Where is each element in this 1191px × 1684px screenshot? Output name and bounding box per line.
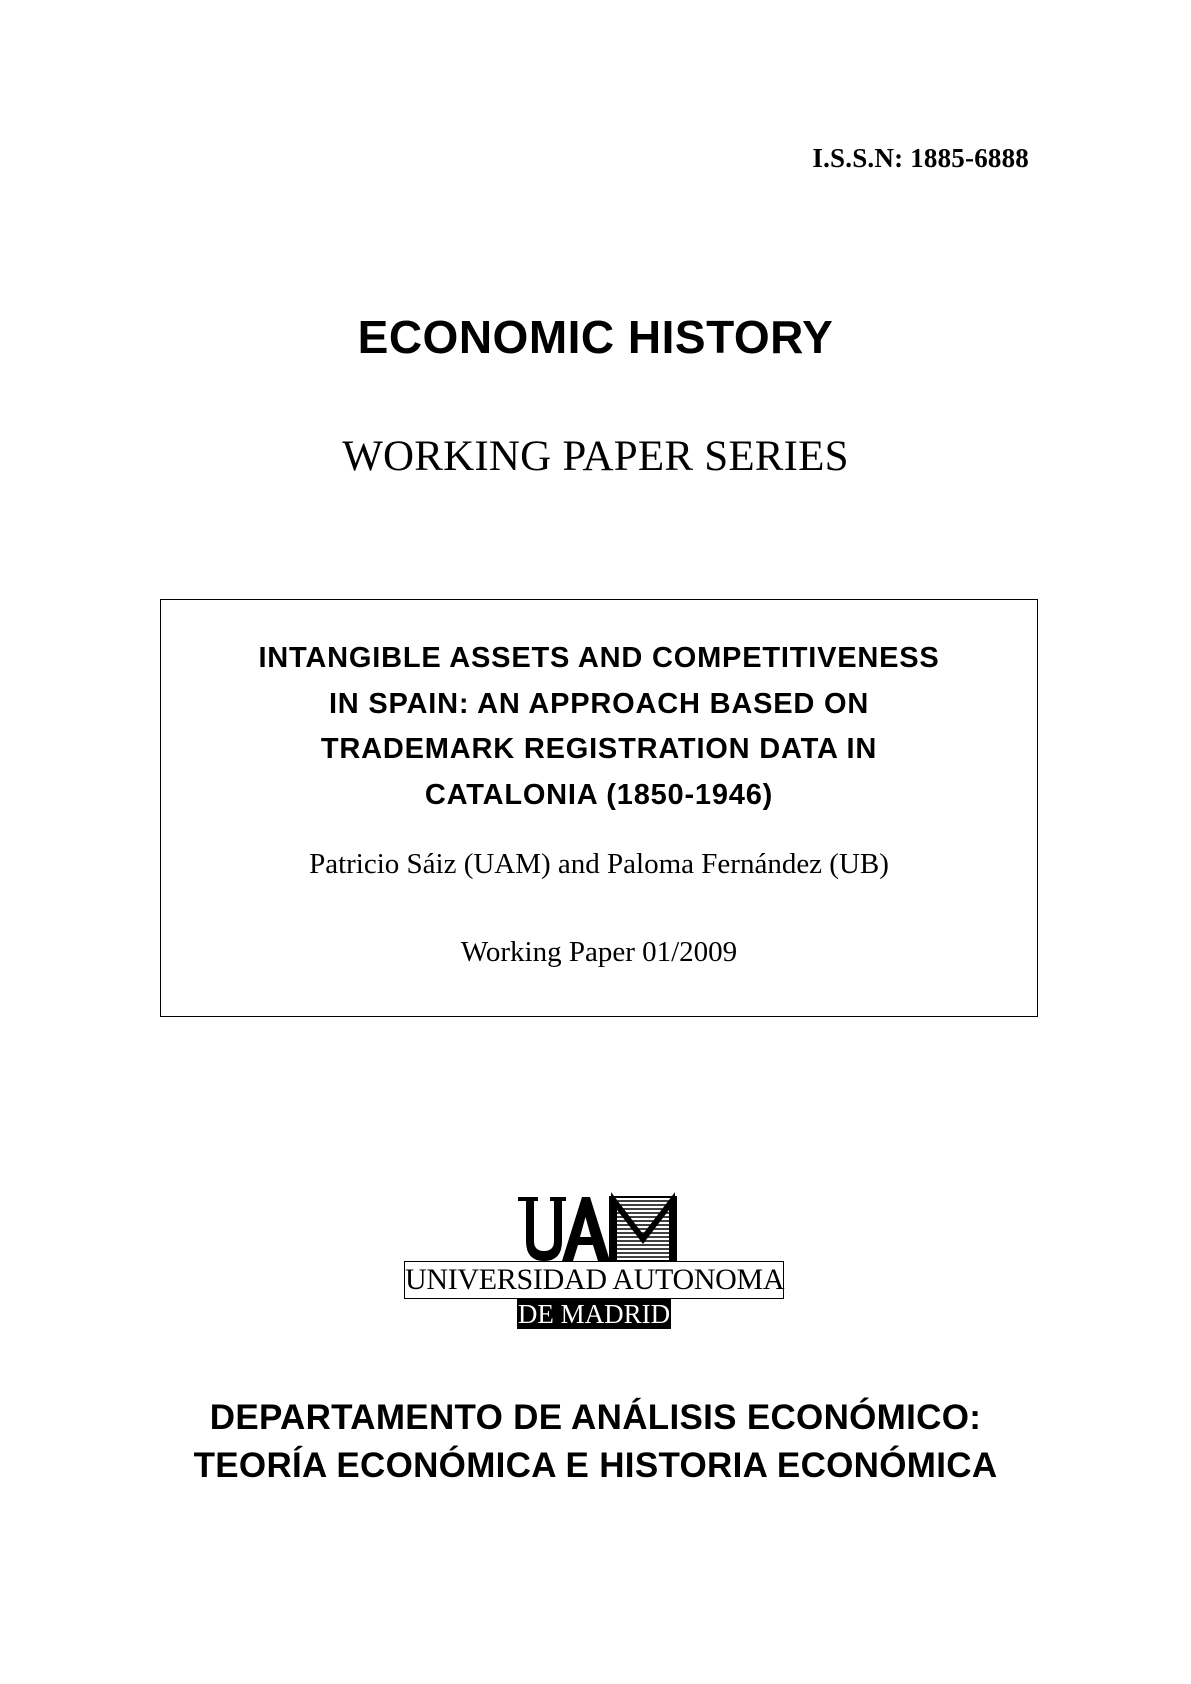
issn-number: I.S.S.N: 1885-6888	[812, 143, 1029, 173]
logo-university-name: UNIVERSIDAD AUTONOMA	[404, 1261, 784, 1299]
department-line: DEPARTAMENTO DE ANÁLISIS ECONÓMICO:	[209, 1398, 982, 1437]
uam-logo-mark	[514, 1191, 684, 1263]
working-paper-number: Working Paper 01/2009	[460, 936, 738, 968]
paper-title-line: IN SPAIN: AN APPROACH BASED ON	[328, 687, 870, 720]
series-title: ECONOMIC HISTORY	[357, 311, 834, 363]
department-name	[0, 1394, 1191, 1490]
paper-title-line: INTANGIBLE ASSETS AND COMPETITIVENESS	[258, 642, 940, 674]
paper-title	[161, 636, 1037, 818]
paper-title-line: TRADEMARK REGISTRATION DATA IN	[320, 733, 878, 765]
logo-city-band: DE MADRID	[517, 1299, 671, 1329]
paper-title-line: CATALONIA (1850-1946)	[424, 778, 774, 811]
paper-info-box	[160, 599, 1038, 1017]
series-subtitle: WORKING PAPER SERIES	[342, 433, 849, 480]
uam-logo	[404, 1191, 786, 1331]
paper-authors: Patricio Sáiz (UAM) and Paloma Fernández (UB)	[309, 848, 889, 880]
department-line: TEORÍA ECONÓMICA E HISTORIA ECONÓMICA	[193, 1446, 998, 1485]
